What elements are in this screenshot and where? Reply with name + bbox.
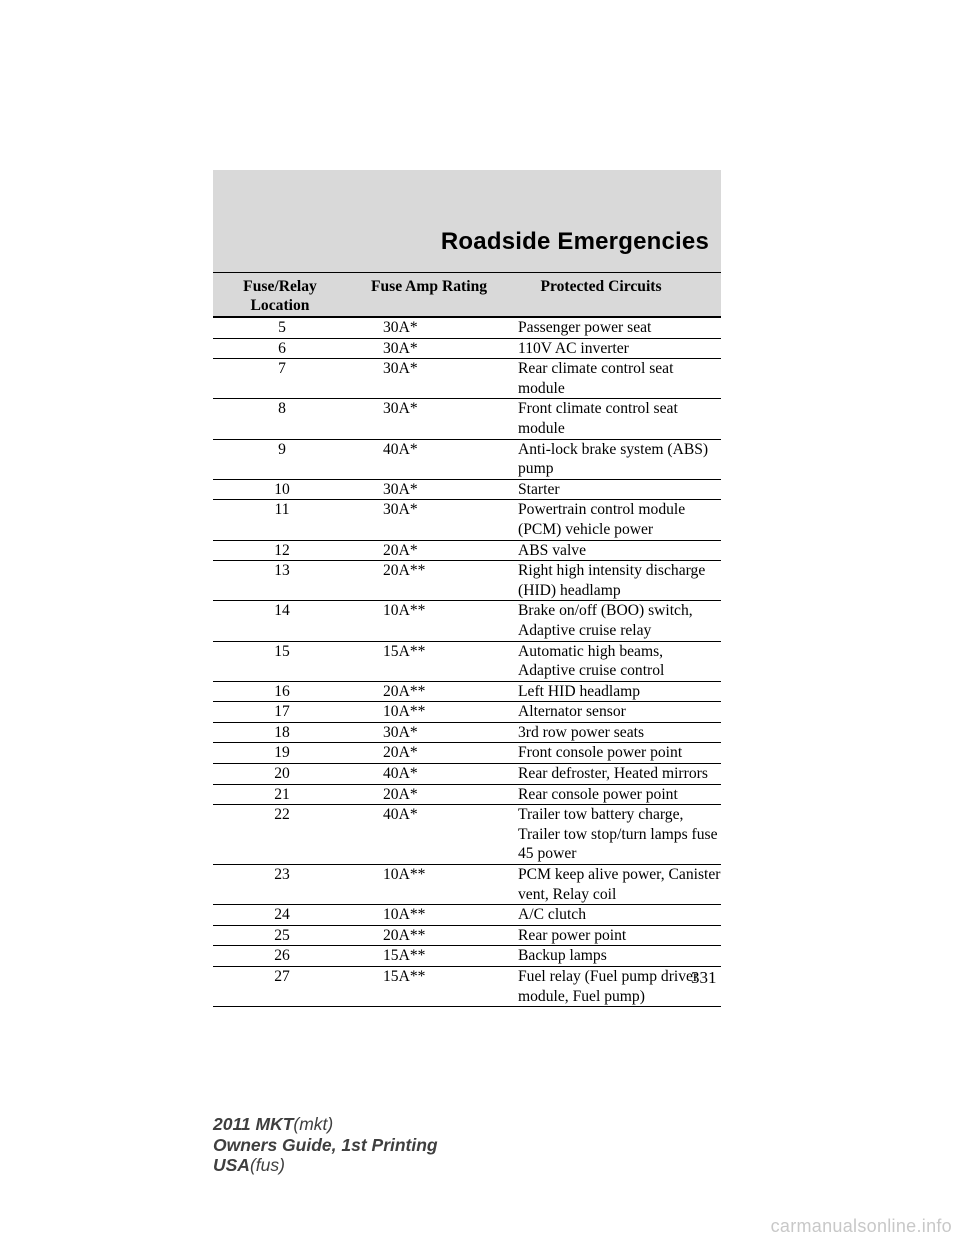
table-row [213, 399, 721, 439]
table-row [213, 479, 721, 500]
protected-circuits-cell: Rear power point [511, 925, 721, 946]
protected-circuits-cell: Powertrain control module (PCM) vehicle power [511, 500, 721, 540]
fuse-rating-cell: 40A* [347, 439, 511, 479]
fuse-location-cell: 24 [213, 905, 347, 926]
fuse-rating-cell: 30A* [347, 317, 511, 338]
protected-circuits-cell: Trailer tow battery charge, Trailer tow stop/turn lamps fuse 45 power [511, 805, 721, 865]
fuse-rating-cell: 15A** [347, 946, 511, 967]
table-row [213, 439, 721, 479]
print-footer [213, 1114, 438, 1176]
header-location [213, 273, 347, 318]
fuse-rating-cell: 30A* [347, 338, 511, 359]
protected-circuits-cell: A/C clutch [511, 905, 721, 926]
footer-market: USA [213, 1155, 250, 1175]
header-location-label: Fuse/Relay Location [243, 278, 317, 314]
fuse-location-cell: 10 [213, 479, 347, 500]
fuse-rating-cell: 30A* [347, 359, 511, 399]
table-row [213, 338, 721, 359]
fuse-location-cell: 14 [213, 601, 347, 641]
table-row [213, 967, 721, 1007]
protected-circuits-cell: Starter [511, 479, 721, 500]
fuse-rating-cell: 20A** [347, 925, 511, 946]
footer-market-code: (fus) [249, 1155, 285, 1175]
fuse-rating-cell: 40A* [347, 764, 511, 785]
protected-circuits-cell: Brake on/off (BOO) switch, Adaptive cruise relay [511, 601, 721, 641]
protected-circuits-cell: ABS valve [511, 540, 721, 561]
footer-model-code: (mkt) [293, 1114, 334, 1134]
protected-circuits-cell: Passenger power seat [511, 317, 721, 338]
fuse-location-cell: 15 [213, 641, 347, 681]
fuse-rating-cell: 20A* [347, 540, 511, 561]
footer-line-2: Owners Guide, 1st Printing [213, 1134, 438, 1155]
fuse-location-cell: 5 [213, 317, 347, 338]
fuse-rating-cell: 30A* [347, 722, 511, 743]
fuse-location-cell: 27 [213, 967, 347, 1007]
page-number: 331 [691, 968, 717, 987]
section-title: Roadside Emergencies [440, 228, 709, 255]
fuse-rating-cell: 10A** [347, 601, 511, 641]
footer-model: 2011 MKT [213, 1114, 294, 1134]
fuse-rating-cell: 15A** [347, 967, 511, 1007]
protected-circuits-cell: Rear climate control seat module [511, 359, 721, 399]
fuse-location-cell: 9 [213, 439, 347, 479]
fuse-location-cell: 21 [213, 784, 347, 805]
fuse-rating-cell: 10A** [347, 702, 511, 723]
header-rating-label: Fuse Amp Rating [370, 278, 488, 295]
fuse-rating-cell: 30A* [347, 399, 511, 439]
table-header-row [213, 273, 721, 318]
fuse-rating-cell: 20A** [347, 561, 511, 601]
header-rating [347, 273, 511, 318]
fuse-location-cell: 22 [213, 805, 347, 865]
protected-circuits-cell: Fuel relay (Fuel pump driver module, Fuel pump) [511, 967, 721, 1007]
fuse-rating-cell: 20A* [347, 784, 511, 805]
fuse-location-cell: 6 [213, 338, 347, 359]
fuse-location-cell: 18 [213, 722, 347, 743]
table-row [213, 500, 721, 540]
protected-circuits-cell: Rear console power point [511, 784, 721, 805]
fuse-location-cell: 16 [213, 681, 347, 702]
protected-circuits-cell: 110V AC inverter [511, 338, 721, 359]
protected-circuits-cell: Front console power point [511, 743, 721, 764]
table-row [213, 702, 721, 723]
fuse-location-cell: 11 [213, 500, 347, 540]
protected-circuits-cell: Anti-lock brake system (ABS) pump [511, 439, 721, 479]
fuse-rating-cell: 30A* [347, 500, 511, 540]
fuse-rating-cell: 40A* [347, 805, 511, 865]
footer-line-3 [213, 1155, 438, 1176]
protected-circuits-cell: Backup lamps [511, 946, 721, 967]
table-row [213, 925, 721, 946]
fuse-location-cell: 17 [213, 702, 347, 723]
fuse-rating-cell: 20A** [347, 681, 511, 702]
fuse-rating-cell: 15A** [347, 641, 511, 681]
table-row [213, 722, 721, 743]
table-row [213, 743, 721, 764]
fuse-location-cell: 23 [213, 865, 347, 905]
protected-circuits-cell: PCM keep alive power, Canister vent, Relay coil [511, 865, 721, 905]
protected-circuits-cell: 3rd row power seats [511, 722, 721, 743]
header-circuits [511, 273, 721, 318]
table-row [213, 784, 721, 805]
header-circuits-label: Protected Circuits [540, 278, 662, 295]
protected-circuits-cell: Automatic high beams, Adaptive cruise control [511, 641, 721, 681]
fuse-location-cell: 7 [213, 359, 347, 399]
section-header-band [213, 170, 721, 283]
protected-circuits-cell: Front climate control seat module [511, 399, 721, 439]
fuse-table-body [213, 317, 721, 1007]
table-row [213, 946, 721, 967]
fuse-location-cell: 25 [213, 925, 347, 946]
fuse-location-cell: 20 [213, 764, 347, 785]
table-row [213, 905, 721, 926]
footer-line-1 [213, 1114, 438, 1135]
table-row [213, 641, 721, 681]
table-row [213, 540, 721, 561]
fuse-location-cell: 12 [213, 540, 347, 561]
table-row [213, 561, 721, 601]
fuse-rating-cell: 30A* [347, 479, 511, 500]
table-row [213, 764, 721, 785]
table-row [213, 601, 721, 641]
table-row [213, 317, 721, 338]
fuse-rating-cell: 20A* [347, 743, 511, 764]
fuse-location-cell: 13 [213, 561, 347, 601]
table-row [213, 681, 721, 702]
protected-circuits-cell: Left HID headlamp [511, 681, 721, 702]
protected-circuits-cell: Rear defroster, Heated mirrors [511, 764, 721, 785]
table-row [213, 805, 721, 865]
table-row [213, 865, 721, 905]
watermark-text: carmanualsonline.info [770, 1216, 952, 1236]
protected-circuits-cell: Right high intensity discharge (HID) headlamp [511, 561, 721, 601]
fuse-location-cell: 26 [213, 946, 347, 967]
protected-circuits-cell: Alternator sensor [511, 702, 721, 723]
table-row [213, 359, 721, 399]
fuse-rating-cell: 10A** [347, 865, 511, 905]
fuse-location-cell: 19 [213, 743, 347, 764]
fuse-rating-cell: 10A** [347, 905, 511, 926]
fuse-location-cell: 8 [213, 399, 347, 439]
fuse-table [213, 272, 721, 1007]
